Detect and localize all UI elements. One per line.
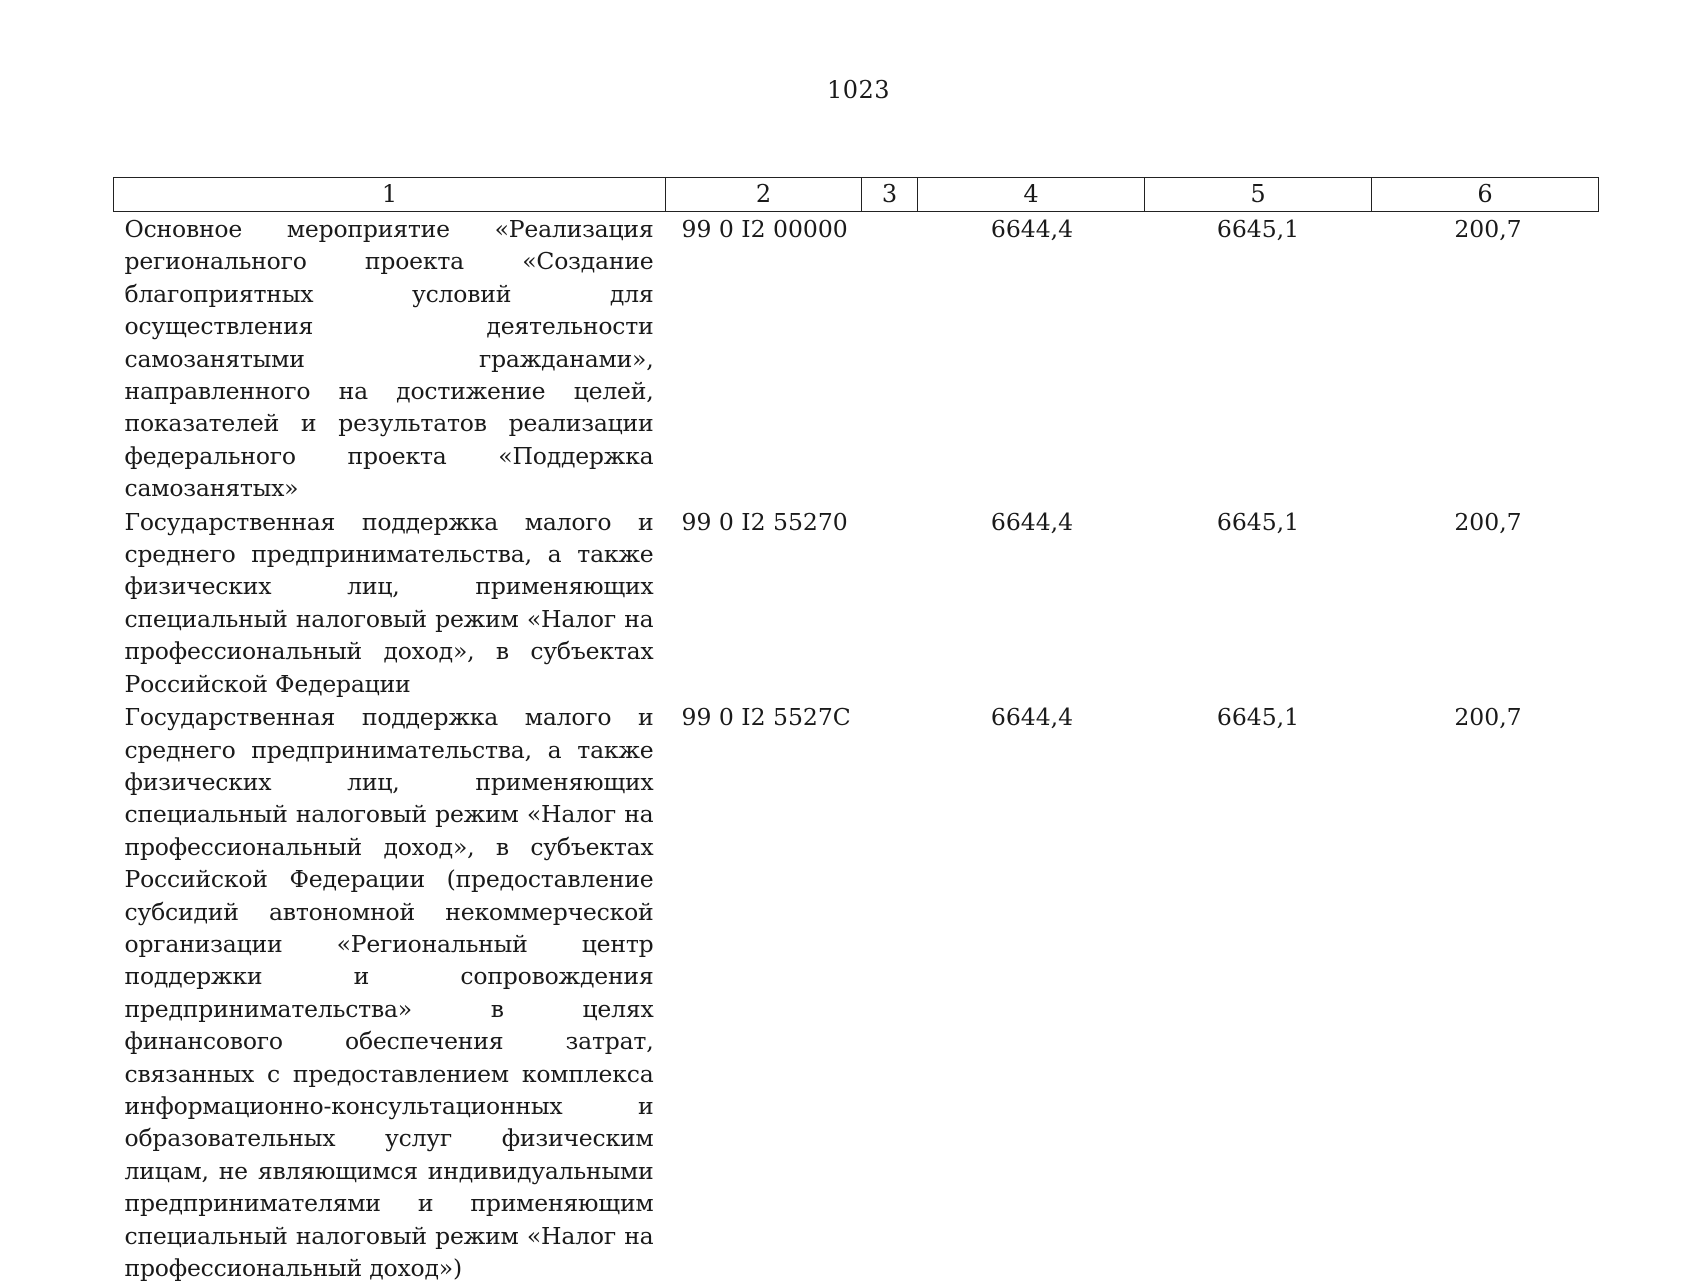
row-code: 99 0 I2 00000	[666, 212, 862, 505]
row-type	[862, 505, 918, 700]
row-value-5: 6645,1	[1145, 212, 1372, 505]
table-row	[114, 212, 1599, 505]
row-value-4: 6644,4	[918, 212, 1145, 505]
row-value-6: 200,7	[1372, 700, 1599, 1284]
table-row	[114, 700, 1599, 1284]
row-value-5: 6645,1	[1145, 505, 1372, 700]
header-col-1: 1	[114, 178, 666, 212]
header-col-5: 5	[1145, 178, 1372, 212]
row-value-4: 6644,4	[918, 505, 1145, 700]
header-col-2: 2	[666, 178, 862, 212]
row-code: 99 0 I2 55270	[666, 505, 862, 700]
table-body	[114, 212, 1599, 1284]
row-type	[862, 700, 918, 1284]
header-col-3: 3	[862, 178, 918, 212]
table-header	[114, 178, 1599, 212]
budget-table	[113, 177, 1599, 1284]
row-name: Государственная поддержка малого и среднего предпринимательства, а также физических лиц, применяющих специальный налоговый режим «Налог на профессиональный доход», в субъектах Российской Федерации	[114, 505, 666, 700]
header-row	[114, 178, 1599, 212]
row-value-5: 6645,1	[1145, 700, 1372, 1284]
row-value-4: 6644,4	[918, 700, 1145, 1284]
header-col-4: 4	[918, 178, 1145, 212]
row-code: 99 0 I2 5527C	[666, 700, 862, 1284]
row-name: Государственная поддержка малого и среднего предпринимательства, а также физических лиц, применяющих специальный налоговый режим «Налог на профессиональный доход», в субъектах Российской Федерации (предоставление субсидий автономной некоммерческой организации «Региональный центр поддержки и сопровождения предпринимательства» в целях финансового обеспечения затрат, связанных с предоставлением комплекса информационно-консультационных и образовательных услуг физическим лицам, не являющимся индивидуальными предпринимателями и применяющим специальный налоговый режим «Налог на профессиональный доход»)	[114, 700, 666, 1284]
page-number: 1023	[0, 76, 1698, 104]
row-value-6: 200,7	[1372, 505, 1599, 700]
header-col-6: 6	[1372, 178, 1599, 212]
row-name: Основное мероприятие «Реализация регионального проекта «Создание благоприятных условий для осуществления деятельности самозанятыми гражданами», направленного на достижение целей, показателей и результатов реализации федерального проекта «Поддержка самозанятых»	[114, 212, 666, 505]
table-row	[114, 505, 1599, 700]
row-value-6: 200,7	[1372, 212, 1599, 505]
row-type	[862, 212, 918, 505]
